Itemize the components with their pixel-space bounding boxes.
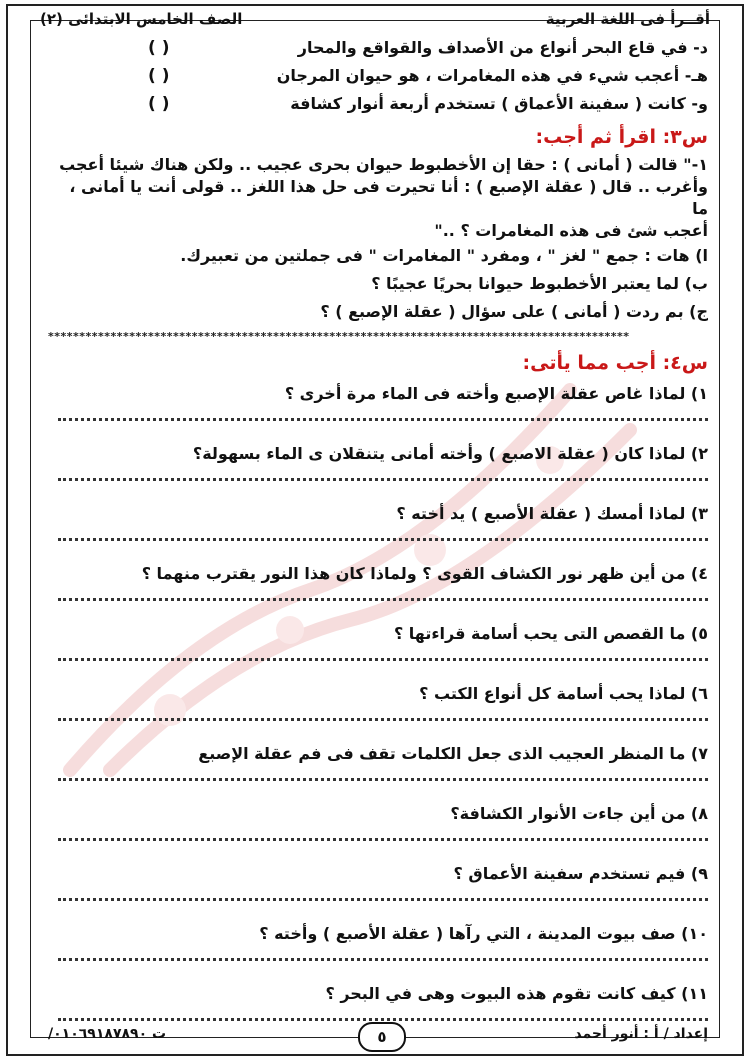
question-item (48, 620, 708, 680)
page-footer (48, 1022, 708, 1052)
question-item (48, 740, 708, 800)
question-item (48, 560, 708, 620)
question-text: ٥) ما القصص التى يحب أسامة قراءتها ؟ (393, 624, 708, 643)
section3-question: ا) هات : جمع " لغز " ، ومفرد " المغامرات " فى جملتين من تعبيرك. (180, 246, 708, 265)
answer-line[interactable] (58, 898, 708, 901)
page-header (40, 10, 710, 32)
section3-question: ب) لما يعتبر الأخطبوط حيوانا بحريًا عجيبًا ؟ (371, 274, 708, 293)
question-text: ٣) لماذا أمسك ( عقلة الأصبع ) يد أخته ؟ (396, 504, 708, 523)
true-false-item (48, 64, 708, 92)
passage-line: ١-" قالت ( أمانى ) : حقا إن الأخطبوط حيوان بحرى عجيب .. ولكن هناك شيئا أعجب (59, 155, 708, 174)
phone-number: ت ٠١٠٦٩١٨٧٨٩٠/ (48, 1026, 167, 1042)
question-text: ١١) كيف كانت تقوم هذه البيوت وهى في البحر ؟ (325, 984, 708, 1003)
question-item (48, 680, 708, 740)
prepared-by: إعداد / أ : أنور أحمد (574, 1026, 708, 1042)
question-text: ٤) من أين ظهر نور الكشاف القوى ؟ ولماذا كان هذا النور يقترب منهما ؟ (141, 564, 708, 583)
answer-line[interactable] (58, 1018, 708, 1021)
worksheet-content (48, 36, 708, 1040)
question-text: ١٠) صف بيوت المدينة ، التي رآها ( عقلة الأصبع ) وأخته ؟ (259, 924, 708, 943)
passage-line: وأغرب .. قال ( عقلة الإصبع ) : أنا تحيرت فى حل هذا اللغز .. قولى أنت يا أمانى ، ما (69, 177, 708, 218)
section3-question: ج) بم ردت ( أمانى ) على سؤال ( عقلة الإصبع ) ؟ (320, 302, 708, 321)
answer-parentheses: ( ) (148, 94, 170, 114)
question-item (48, 920, 708, 980)
question-item (48, 500, 708, 560)
question-text: ٩) فيم تستخدم سفينة الأعماق ؟ (453, 864, 708, 883)
section4-title: س٤: أجب مما يأتى: (522, 352, 708, 374)
question-item (48, 860, 708, 920)
header-subject: أقــرأ فى اللغة العربية (545, 10, 710, 28)
answer-line[interactable] (58, 538, 708, 541)
answer-line[interactable] (58, 958, 708, 961)
true-false-item (48, 92, 708, 120)
answer-parentheses: ( ) (148, 66, 170, 86)
answer-line[interactable] (58, 598, 708, 601)
section3-passage (48, 154, 708, 242)
question-text: ٧) ما المنظر العجيب الذى جعل الكلمات تقف فى فم عقلة الإصبع (198, 744, 708, 763)
answer-line[interactable] (58, 838, 708, 841)
question-item (48, 380, 708, 440)
answer-line[interactable] (58, 718, 708, 721)
question-text: ٢) لماذا كان ( عقلة الاصبع ) وأخته أمانى يتنقلان ى الماء بسهولة؟ (192, 444, 708, 463)
answer-line[interactable] (58, 418, 708, 421)
tf-item-text: د- في قاع البحر أنواع من الأصداف والقواقع والمحار (297, 38, 708, 57)
question-text: ٦) لماذا يحب أسامة كل أنواع الكتب ؟ (419, 684, 708, 703)
answer-line[interactable] (58, 658, 708, 661)
header-grade: الصف الخامس الابتدائى (٢) (40, 10, 243, 28)
question-text: ١) لماذا غاص عقلة الإصبع وأخته فى الماء مرة أخرى ؟ (284, 384, 708, 403)
star-separator: ********************************************************************************************* (48, 330, 630, 343)
tf-item-text: و- كانت ( سفينة الأعماق ) تستخدم أربعة أنوار كشافة (290, 94, 708, 113)
question-text: ٨) من أين جاءت الأنوار الكشافة؟ (450, 804, 708, 823)
question-item (48, 800, 708, 860)
page-number: ٥ (358, 1022, 406, 1052)
passage-line: أعجب شئ فى هذه المغامرات ؟ .." (434, 221, 708, 240)
answer-line[interactable] (58, 478, 708, 481)
answer-line[interactable] (58, 778, 708, 781)
true-false-item (48, 36, 708, 64)
answer-parentheses: ( ) (148, 38, 170, 58)
question-item (48, 440, 708, 500)
tf-item-text: هـ- أعجب شيء في هذه المغامرات ، هو حيوان المرجان (276, 66, 708, 85)
section3-title: س٣: اقرأ ثم أجب: (535, 126, 708, 148)
